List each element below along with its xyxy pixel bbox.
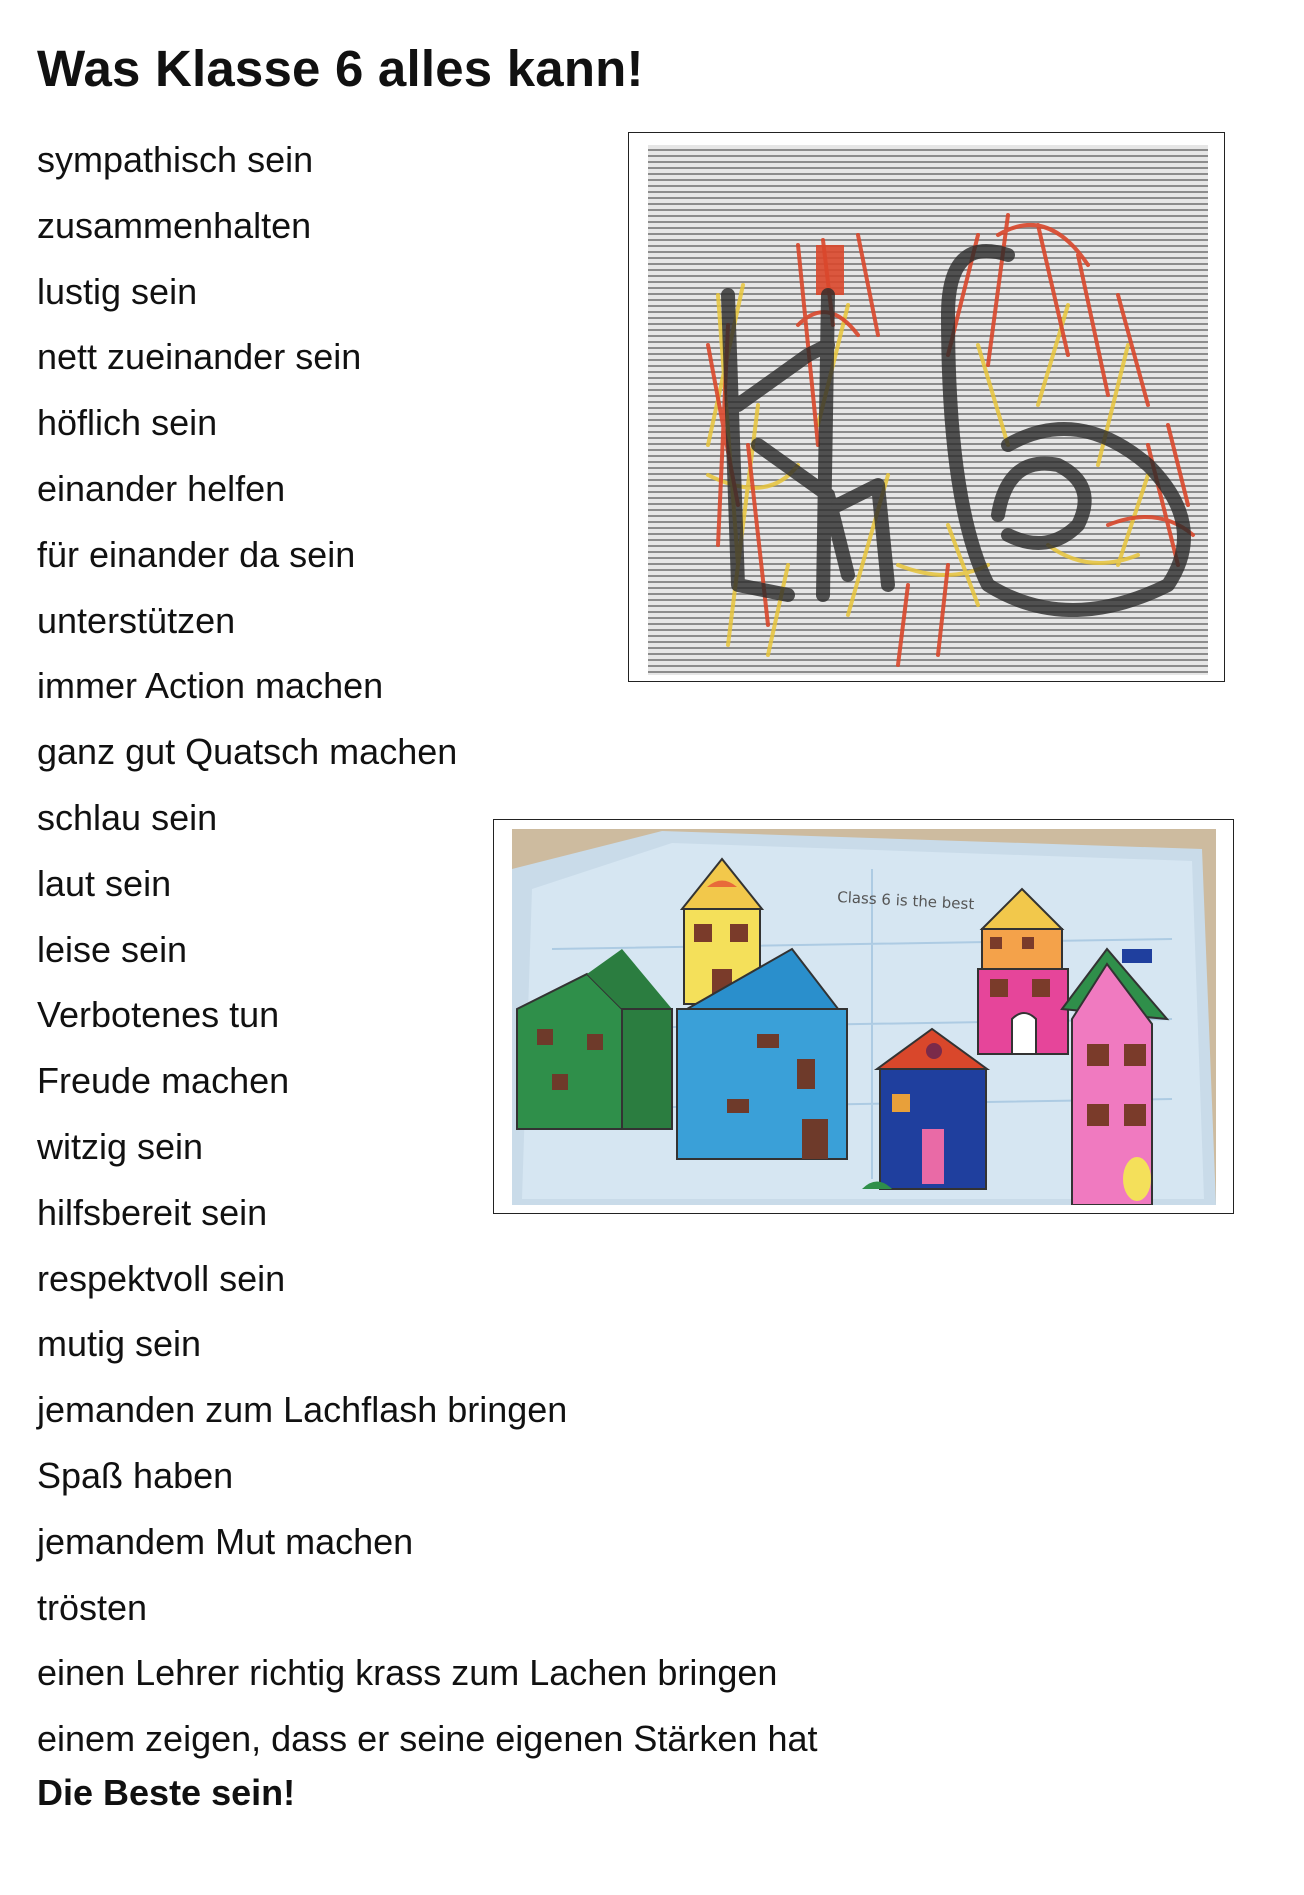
list-item: einen Lehrer richtig krass zum Lachen bringen xyxy=(37,1652,778,1694)
list-item: zusammenhalten xyxy=(37,204,312,246)
list-item: einander helfen xyxy=(37,467,286,509)
list-item: sympathisch sein xyxy=(37,139,314,180)
drawing-k6-image xyxy=(648,145,1208,675)
handwritten-note: Class 6 is the best xyxy=(836,888,975,914)
list-item: unterstützen xyxy=(37,599,236,641)
list-item: Verbotenes tun xyxy=(37,994,280,1036)
list-item: trösten xyxy=(37,1586,148,1628)
list-item: mutig sein xyxy=(37,1323,202,1365)
list-item: ganz gut Quatsch machen xyxy=(37,731,458,773)
page-title: Was Klasse 6 alles kann! xyxy=(37,40,644,97)
closing-statement: Die Beste sein! xyxy=(37,1772,296,1813)
list-item: witzig sein xyxy=(37,1125,204,1167)
list-item: einem zeigen, dass er seine eigenen Stärken hat xyxy=(37,1718,818,1760)
list-item: immer Action machen xyxy=(37,665,384,707)
list-item: Spaß haben xyxy=(37,1454,234,1496)
list-item: nett zueinander sein xyxy=(37,336,362,378)
list-item: höflich sein xyxy=(37,402,218,444)
list-item: schlau sein xyxy=(37,796,218,838)
list-item: jemanden zum Lachflash bringen xyxy=(37,1389,568,1431)
list-item: laut sein xyxy=(37,862,172,904)
list-item: für einander da sein xyxy=(37,533,356,575)
drawing-houses-frame xyxy=(493,819,1234,1214)
drawing-k6-frame xyxy=(628,132,1225,682)
list-item: jemandem Mut machen xyxy=(37,1520,414,1562)
list-item: Freude machen xyxy=(37,1060,290,1102)
list-item: leise sein xyxy=(37,928,188,970)
list-item: hilfsbereit sein xyxy=(37,1191,268,1233)
drawing-houses-image xyxy=(512,829,1216,1205)
list-item: respektvoll sein xyxy=(37,1257,286,1299)
list-item: lustig sein xyxy=(37,270,198,312)
